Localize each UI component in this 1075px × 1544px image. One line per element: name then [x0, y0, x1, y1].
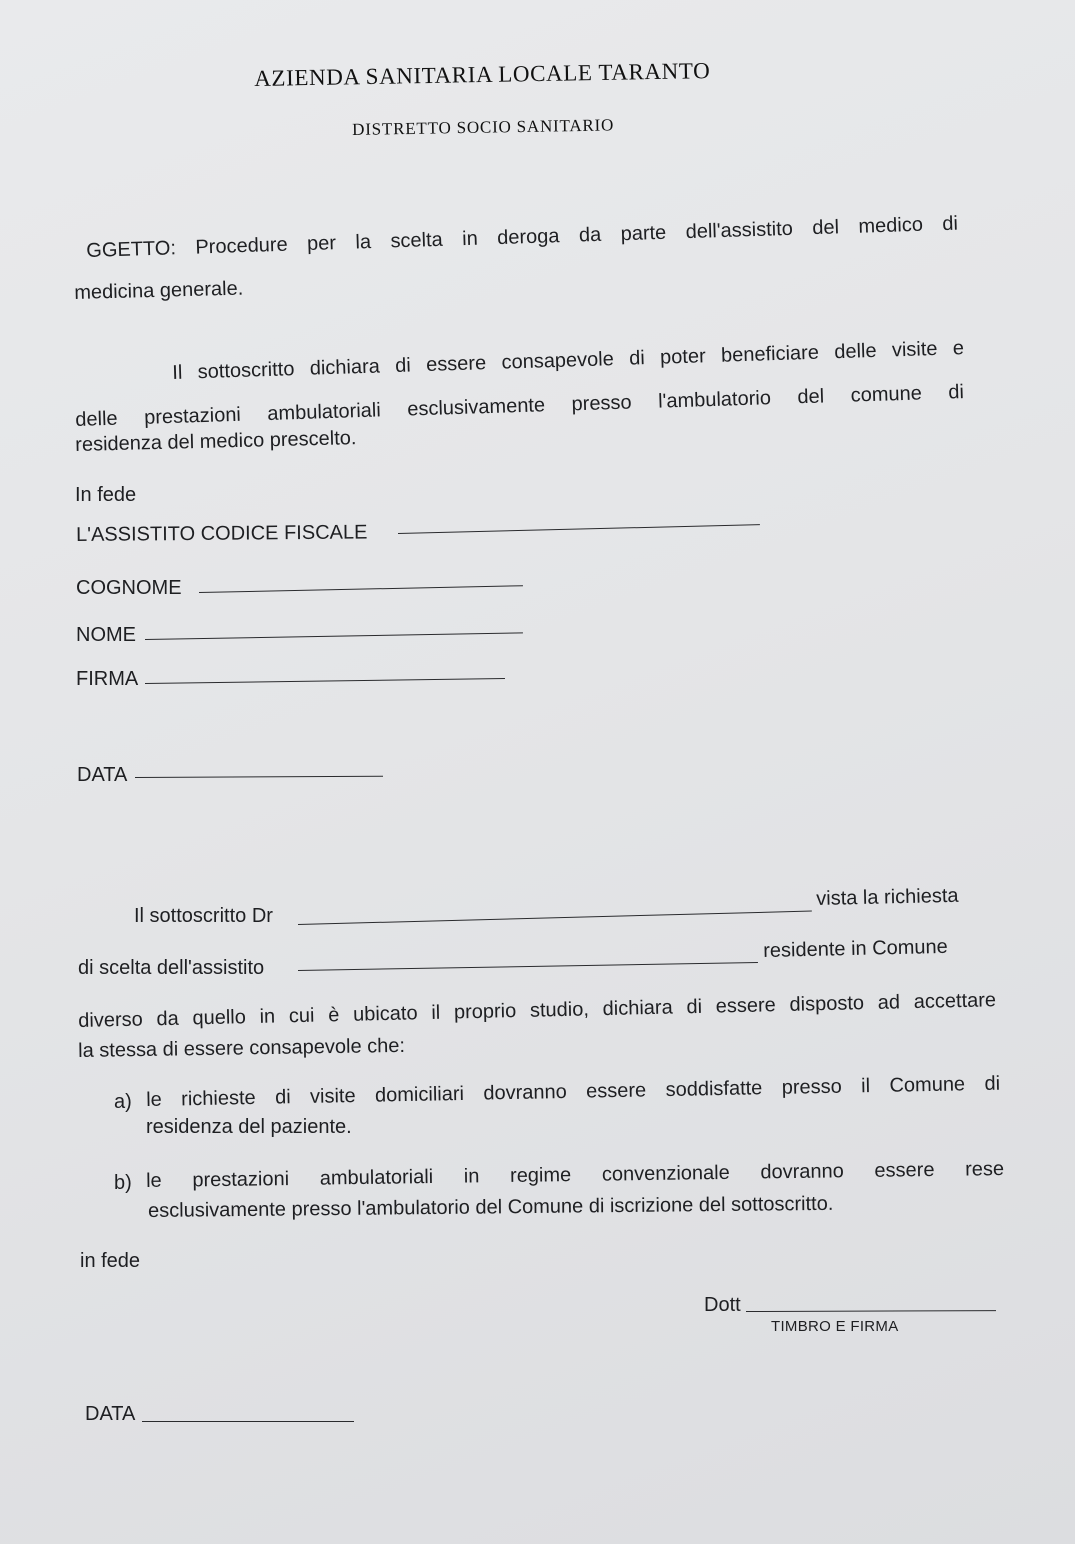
nome-field[interactable]: [145, 632, 523, 640]
residente-comune-label: residente in Comune: [763, 935, 949, 962]
doctor-paragraph-line-1: diverso da quello in cui è ubicato il proprio studio, dichiara di essere disposto ad accettare: [78, 989, 997, 1032]
doctor-in-fede-label: in fede: [80, 1250, 141, 1272]
item-b-marker: b): [114, 1172, 132, 1194]
dott-label: Dott: [704, 1294, 741, 1316]
district-title: DISTRETTO SOCIO SANITARIO: [352, 115, 615, 139]
vista-richiesta-label: vista la richiesta: [816, 884, 959, 910]
organization-title: AZIENDA SANITARIA LOCALE TARANTO: [254, 58, 711, 91]
item-a-marker: a): [114, 1091, 132, 1113]
patient-data-label: DATA: [77, 764, 128, 786]
item-b-line-1: le prestazioni ambulatoriali in regime convenzionale dovranno essere rese: [146, 1158, 1005, 1192]
patient-data-field[interactable]: [135, 776, 383, 778]
item-a-line-1: le richieste di visite domiciliari dovranno essere soddisfatte presso il Comune di: [146, 1072, 1001, 1111]
scelta-assistito-label: di scelta dell'assistito: [78, 957, 265, 979]
cognome-field[interactable]: [199, 585, 523, 593]
timbro-firma-label: TIMBRO E FIRMA: [771, 1318, 899, 1335]
codice-fiscale-field[interactable]: [398, 524, 760, 534]
in-fede-label: In fede: [75, 484, 137, 506]
doctor-paragraph-line-2: la stessa di essere consapevole che:: [78, 1034, 406, 1062]
doctor-data-label: DATA: [85, 1403, 136, 1425]
codice-fiscale-label: L'ASSISTITO CODICE FISCALE: [76, 521, 368, 546]
subject-line-1: GGETTO: Procedure per la scelta in deroga da parte dell'assistito del medico di: [86, 212, 959, 262]
item-b-line-2: esclusivamente presso l'ambulatorio del Comune di iscrizione del sottoscritto.: [148, 1192, 834, 1222]
item-a-line-2: residenza del paziente.: [146, 1116, 352, 1138]
declaration-line-1: Il sottoscritto dichiara di essere consapevole di poter beneficiare delle visite e: [172, 337, 965, 384]
nome-label: NOME: [76, 624, 136, 646]
assistito-name-field[interactable]: [298, 962, 758, 971]
cognome-label: COGNOME: [76, 577, 182, 599]
declaration-line-3: residenza del medico prescelto.: [75, 427, 357, 456]
declaration-line-2: delle prestazioni ambulatoriali esclusivamente presso l'ambulatorio del comune di: [75, 381, 965, 431]
sottoscritto-dr-label: Il sottoscritto Dr: [134, 905, 273, 927]
doctor-signature-field[interactable]: [746, 1310, 996, 1312]
doctor-data-field[interactable]: [142, 1421, 354, 1422]
firma-field[interactable]: [145, 678, 505, 684]
subject-line-2: medicina generale.: [74, 277, 244, 304]
doctor-name-field[interactable]: [298, 911, 812, 925]
firma-label: FIRMA: [76, 668, 139, 690]
